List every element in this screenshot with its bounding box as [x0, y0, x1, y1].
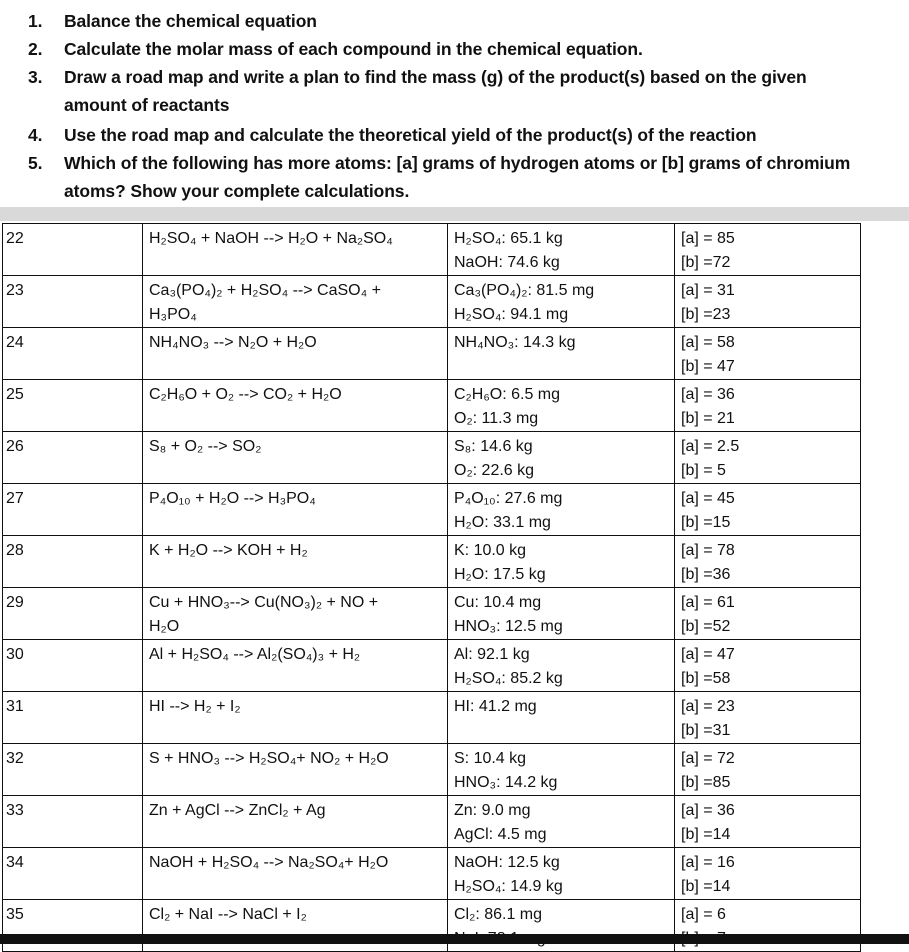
grams-cell-b: [b] = 21	[681, 410, 735, 427]
grams-cell-b: [b] =23	[681, 306, 731, 323]
amounts-cell	[448, 744, 675, 796]
grams-cell-a: [a] = 16	[681, 854, 735, 871]
grams-cell-a: [a] = 6	[681, 906, 726, 923]
amounts-cell-amt1: S: 10.4 kg	[454, 750, 527, 767]
grams-cell	[675, 276, 861, 328]
amounts-cell-amt1: HI: 41.2 mg	[454, 698, 537, 715]
grams-cell	[675, 692, 861, 744]
amounts-cell-amt2: H₂O: 17.5 kg	[454, 566, 546, 583]
problem-number	[3, 848, 143, 900]
grams-cell-a: [a] = 61	[681, 594, 735, 611]
grams-cell-a: [a] = 36	[681, 802, 735, 819]
equation-cell-eq1: Cu + HNO₃--> Cu(NO₃)₂ + NO +	[149, 594, 379, 611]
grams-cell	[675, 328, 861, 380]
problem-number-n: 27	[6, 490, 24, 507]
equation-cell	[143, 484, 448, 536]
equation-cell	[143, 848, 448, 900]
problem-number-n: 32	[6, 750, 24, 767]
instruction-text: Calculate the molar mass of each compound in the chemical equation.	[64, 39, 643, 59]
instruction-text: Draw a road map and write a plan to find the mass (g) of the product(s) based on the given	[64, 67, 807, 87]
equation-cell	[143, 536, 448, 588]
problem-number	[3, 744, 143, 796]
grams-cell-b: [b] =36	[681, 566, 731, 583]
instruction-text: Balance the chemical equation	[64, 11, 317, 31]
problem-number	[3, 484, 143, 536]
problem-number-n: 22	[6, 230, 24, 247]
grams-cell-b: [b] =52	[681, 618, 731, 635]
table-row	[3, 640, 861, 692]
problem-number	[3, 328, 143, 380]
amounts-cell-amt2: H₂SO₄: 14.9 kg	[454, 878, 563, 895]
equation-cell	[143, 640, 448, 692]
amounts-cell	[448, 484, 675, 536]
equation-cell	[143, 796, 448, 848]
instruction-text: Which of the following has more atoms: [a] grams of hydrogen atoms or [b] grams of chromium	[64, 153, 851, 173]
problem-number-n: 29	[6, 594, 24, 611]
equation-cell-eq1: Zn + AgCl --> ZnCl₂ + Ag	[149, 802, 326, 819]
problem-number-n: 24	[6, 334, 24, 351]
grams-cell-b: [b] =72	[681, 254, 731, 271]
instruction-text-cont: atoms? Show your complete calculations.	[64, 181, 410, 201]
amounts-cell-amt2: AgCl: 4.5 mg	[454, 826, 547, 843]
grams-cell-a: [a] = 78	[681, 542, 735, 559]
amounts-cell-amt1: C₂H₆O: 6.5 mg	[454, 386, 561, 403]
problem-number	[3, 588, 143, 640]
amounts-cell-amt1: Cu: 10.4 mg	[454, 594, 542, 611]
grams-cell-a: [a] = 2.5	[681, 438, 740, 455]
section-divider	[0, 207, 909, 221]
grams-cell	[675, 796, 861, 848]
amounts-cell-amt2: HNO₃: 14.2 kg	[454, 774, 558, 791]
equation-cell-eq1: NH₄NO₃ --> N₂O + H₂O	[149, 334, 317, 351]
instruction-number: 2.	[28, 39, 43, 59]
equation-cell-eq1: S + HNO₃ --> H₂SO₄+ NO₂ + H₂O	[149, 750, 389, 767]
instruction-number: 1.	[28, 11, 43, 31]
amounts-cell	[448, 588, 675, 640]
grams-cell-a: [a] = 85	[681, 230, 735, 247]
amounts-cell-amt1: S₈: 14.6 kg	[454, 438, 533, 455]
equation-cell-eq1: Cl₂ + NaI --> NaCl + I₂	[149, 906, 307, 923]
amounts-cell-amt1: Zn: 9.0 mg	[454, 802, 531, 819]
equation-cell	[143, 276, 448, 328]
problem-number-n: 30	[6, 646, 24, 663]
grams-cell-a: [a] = 23	[681, 698, 735, 715]
equation-cell	[143, 380, 448, 432]
problem-number	[3, 796, 143, 848]
instructions-list	[0, 0, 909, 207]
instruction-number: 5.	[28, 153, 43, 173]
table-row	[3, 432, 861, 484]
grams-cell-b: [b] =31	[681, 722, 731, 739]
equation-cell	[143, 224, 448, 276]
grams-cell	[675, 484, 861, 536]
equation-cell-eq1: S₈ + O₂ --> SO₂	[149, 438, 262, 455]
problem-number-n: 28	[6, 542, 24, 559]
equation-cell-eq2: H₂O	[149, 618, 180, 635]
amounts-cell	[448, 276, 675, 328]
grams-cell	[675, 380, 861, 432]
amounts-cell	[448, 796, 675, 848]
instruction-number: 4.	[28, 125, 43, 145]
problem-number-n: 31	[6, 698, 24, 715]
amounts-cell-amt1: NH₄NO₃: 14.3 kg	[454, 334, 576, 351]
table-row	[3, 796, 861, 848]
grams-cell-a: [a] = 45	[681, 490, 735, 507]
amounts-cell-amt1: P₄O₁₀: 27.6 mg	[454, 490, 563, 507]
grams-cell-b: [b] =85	[681, 774, 731, 791]
grams-cell-a: [a] = 72	[681, 750, 735, 767]
amounts-cell-amt1: Cl₂: 86.1 mg	[454, 906, 543, 923]
problem-number	[3, 224, 143, 276]
table-row	[3, 380, 861, 432]
amounts-cell	[448, 692, 675, 744]
amounts-cell-amt2: NaOH: 74.6 kg	[454, 254, 560, 271]
equation-cell-eq1: H₂SO₄ + NaOH --> H₂O + Na₂SO₄	[149, 230, 393, 247]
table-row	[3, 744, 861, 796]
problem-number-n: 26	[6, 438, 24, 455]
grams-cell-a: [a] = 47	[681, 646, 735, 663]
table-row	[3, 536, 861, 588]
amounts-cell-amt2: O₂: 22.6 kg	[454, 462, 535, 479]
equation-cell-eq2: H₃PO₄	[149, 306, 197, 323]
grams-cell	[675, 640, 861, 692]
equation-cell	[143, 588, 448, 640]
grams-cell-b: [b] =14	[681, 826, 731, 843]
instruction-number: 3.	[28, 67, 43, 87]
problem-number	[3, 692, 143, 744]
problem-number-n: 33	[6, 802, 24, 819]
grams-cell-b: [b] =15	[681, 514, 731, 531]
amounts-cell-amt1: NaOH: 12.5 kg	[454, 854, 560, 871]
table-row	[3, 328, 861, 380]
problem-number	[3, 276, 143, 328]
amounts-cell-amt2: H₂SO₄: 94.1 mg	[454, 306, 569, 323]
table-row	[3, 692, 861, 744]
problem-number	[3, 536, 143, 588]
problems-table-wrap	[0, 221, 909, 934]
amounts-cell-amt1: K: 10.0 kg	[454, 542, 527, 559]
amounts-cell-amt1: Ca₃(PO₄)₂: 81.5 mg	[454, 282, 595, 299]
grams-cell	[675, 588, 861, 640]
problem-number	[3, 640, 143, 692]
amounts-cell	[448, 848, 675, 900]
table-row	[3, 848, 861, 900]
problem-number-n: 23	[6, 282, 24, 299]
amounts-cell	[448, 536, 675, 588]
equation-cell	[143, 328, 448, 380]
table-row	[3, 484, 861, 536]
equation-cell	[143, 432, 448, 484]
amounts-cell	[448, 224, 675, 276]
equation-cell-eq1: HI --> H₂ + I₂	[149, 698, 241, 715]
grams-cell-b: [b] = 5	[681, 462, 726, 479]
grams-cell-b: [b] =58	[681, 670, 731, 687]
amounts-cell-amt2: HNO₃: 12.5 mg	[454, 618, 563, 635]
equation-cell-eq1: NaOH + H₂SO₄ --> Na₂SO₄+ H₂O	[149, 854, 389, 871]
amounts-cell-amt2: O₂: 11.3 mg	[454, 410, 539, 427]
table-row	[3, 224, 861, 276]
bottom-edge	[0, 934, 909, 944]
grams-cell-b: [b] = 47	[681, 358, 735, 375]
grams-cell	[675, 536, 861, 588]
problem-number-n: 25	[6, 386, 24, 403]
equation-cell-eq1: Ca₃(PO₄)₂ + H₂SO₄ --> CaSO₄ +	[149, 282, 381, 299]
equation-cell-eq1: P₄O₁₀ + H₂O --> H₃PO₄	[149, 490, 316, 507]
grams-cell	[675, 224, 861, 276]
grams-cell-a: [a] = 58	[681, 334, 735, 351]
problems-table	[2, 223, 861, 952]
amounts-cell-amt2: H₂O: 33.1 mg	[454, 514, 551, 531]
amounts-cell-amt1: H₂SO₄: 65.1 kg	[454, 230, 563, 247]
amounts-cell-amt2: H₂SO₄: 85.2 kg	[454, 670, 563, 687]
amounts-cell	[448, 640, 675, 692]
equation-cell-eq1: K + H₂O --> KOH + H₂	[149, 542, 308, 559]
instruction-text-cont: amount of reactants	[64, 95, 230, 115]
amounts-cell-amt1: Al: 92.1 kg	[454, 646, 530, 663]
instruction-text: Use the road map and calculate the theoretical yield of the product(s) of the reaction	[64, 125, 757, 145]
table-row	[3, 276, 861, 328]
grams-cell-a: [a] = 36	[681, 386, 735, 403]
grams-cell	[675, 848, 861, 900]
problem-number-n: 34	[6, 854, 24, 871]
equation-cell	[143, 744, 448, 796]
amounts-cell	[448, 380, 675, 432]
problem-number	[3, 380, 143, 432]
problem-number-n: 35	[6, 906, 24, 923]
equation-cell	[143, 692, 448, 744]
amounts-cell	[448, 328, 675, 380]
equation-cell-eq1: C₂H₆O + O₂ --> CO₂ + H₂O	[149, 386, 342, 403]
grams-cell-b: [b] =14	[681, 878, 731, 895]
grams-cell-a: [a] = 31	[681, 282, 735, 299]
table-row	[3, 588, 861, 640]
grams-cell	[675, 744, 861, 796]
amounts-cell	[448, 432, 675, 484]
problem-number	[3, 432, 143, 484]
equation-cell-eq1: Al + H₂SO₄ --> Al₂(SO₄)₃ + H₂	[149, 646, 361, 663]
grams-cell	[675, 432, 861, 484]
